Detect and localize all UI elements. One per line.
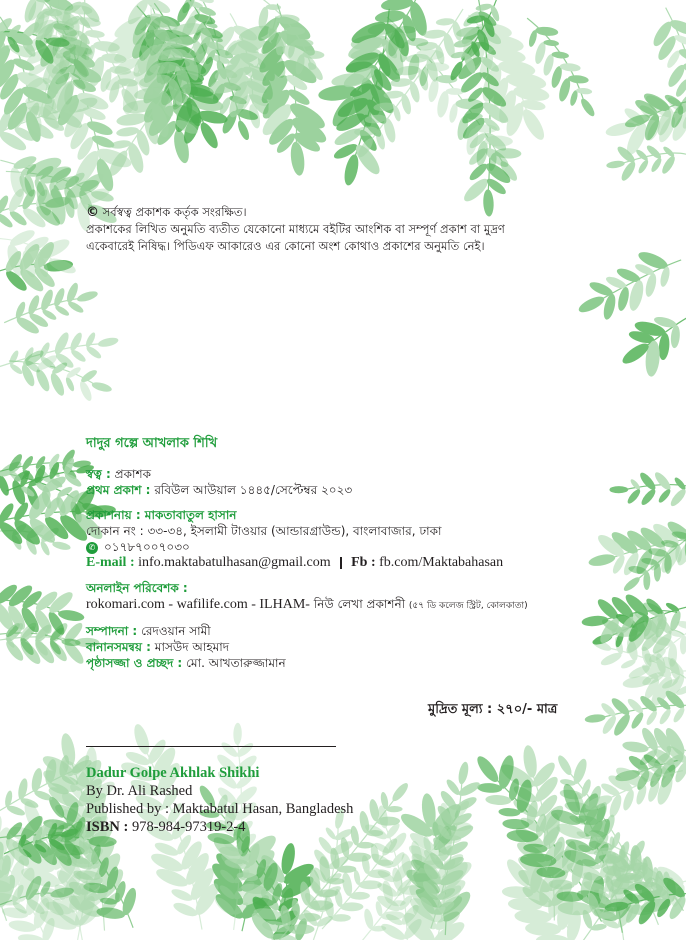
design-name: মো. আখতারুজ্জামান — [186, 656, 286, 670]
ilham-detail: নিউ লেখা প্রকাশনী — [313, 597, 406, 611]
english-title: Dadur Golpe Akhlak Shikhi — [86, 765, 260, 781]
copyright-icon: © — [86, 205, 99, 220]
online-sellers: rokomari.com - wafilife.com - ILHAM- — [86, 597, 310, 612]
english-publisher: Published by : Maktabatul Hasan, Bangladesh — [86, 801, 354, 817]
rights-holder-label: স্বত্ব : — [86, 467, 111, 481]
phone-icon: ✆ — [86, 542, 98, 554]
first-edition-value: রবিউল আউয়াল ১৪৪৫/সেপ্টেম্বর ২০২৩ — [154, 483, 353, 497]
contact-line — [86, 555, 606, 571]
isbn-label: ISBN : — [86, 819, 129, 835]
online-distributor-label: অনলাইন পরিবেশক : — [86, 581, 188, 595]
email-label: E-mail : — [86, 555, 135, 570]
editor-name: রেদওয়ান সামী — [141, 624, 211, 638]
divider — [86, 746, 336, 747]
design-line — [86, 655, 606, 671]
rights-holder-line — [86, 466, 606, 482]
proof-label: বানানসমন্বয় : — [86, 640, 151, 654]
online-distributors-line — [86, 596, 606, 614]
book-title-bn: দাদুর গল্পে আখলাক শিখি — [86, 436, 218, 451]
first-edition-label: প্রথম প্রকাশ : — [86, 483, 151, 497]
english-author: By Dr. Ali Rashed — [86, 783, 193, 799]
copyright-statement-line — [86, 204, 556, 221]
ilham-address: (৫৭ ডি কলেজ স্ট্রিট, কোলকাতা) — [408, 601, 528, 611]
separator — [340, 557, 342, 569]
phone-number: ০১৭৮৭০০৭০৩০ — [104, 540, 190, 554]
rights-holder-value: প্রকাশক — [114, 467, 151, 481]
editor-label: সম্পাদনা : — [86, 624, 138, 638]
editor-line — [86, 623, 606, 639]
isbn-value: 978-984-97319-2-4 — [131, 819, 246, 835]
imprint-block — [86, 436, 606, 671]
copyright-notice: প্রকাশকের লিখিত অনুমতি ব্যতীত যেকোনো মাধ্যমে বইটির আংশিক বা সম্পূর্ণ প্রকাশ বা মুদ্রণ একেবারেই নিষিদ্ধ। পিডিএফ আকারেও এর কোনো অংশ কোথাও প্রকাশের অনুমতি নেই। — [86, 222, 505, 253]
first-edition-line — [86, 482, 606, 498]
isbn-line — [86, 818, 353, 836]
publisher-label: প্রকাশনায় : মাকতাবাতুল হাসান — [86, 508, 237, 522]
phone-line — [86, 539, 606, 555]
proof-line — [86, 639, 606, 655]
price-value: ২৭০/- মাত্র — [496, 702, 558, 717]
publisher-address: দোকান নং : ৩৩-৩৪, ইসলামী টাওয়ার (আন্ডারগ্রাউন্ড), বাংলাবাজার, ঢাকা — [86, 524, 442, 538]
copyright-statement: সর্বস্বত্ব প্রকাশক কর্তৃক সংরক্ষিত। — [102, 205, 247, 219]
price-tag — [428, 700, 557, 721]
fb-label: Fb : — [351, 555, 376, 570]
proof-name: মাসউদ আহমাদ — [154, 640, 230, 654]
price-label: মুদ্রিত মূল্য : — [428, 702, 493, 717]
copyright-block — [86, 204, 556, 255]
design-label: পৃষ্ঠাসজ্জা ও প্রচ্ছদ : — [86, 656, 183, 670]
english-credits — [86, 764, 353, 836]
email-address: info.maktabatulhasan@gmail.com — [138, 555, 331, 570]
fb-address: fb.com/Maktabahasan — [379, 555, 504, 570]
